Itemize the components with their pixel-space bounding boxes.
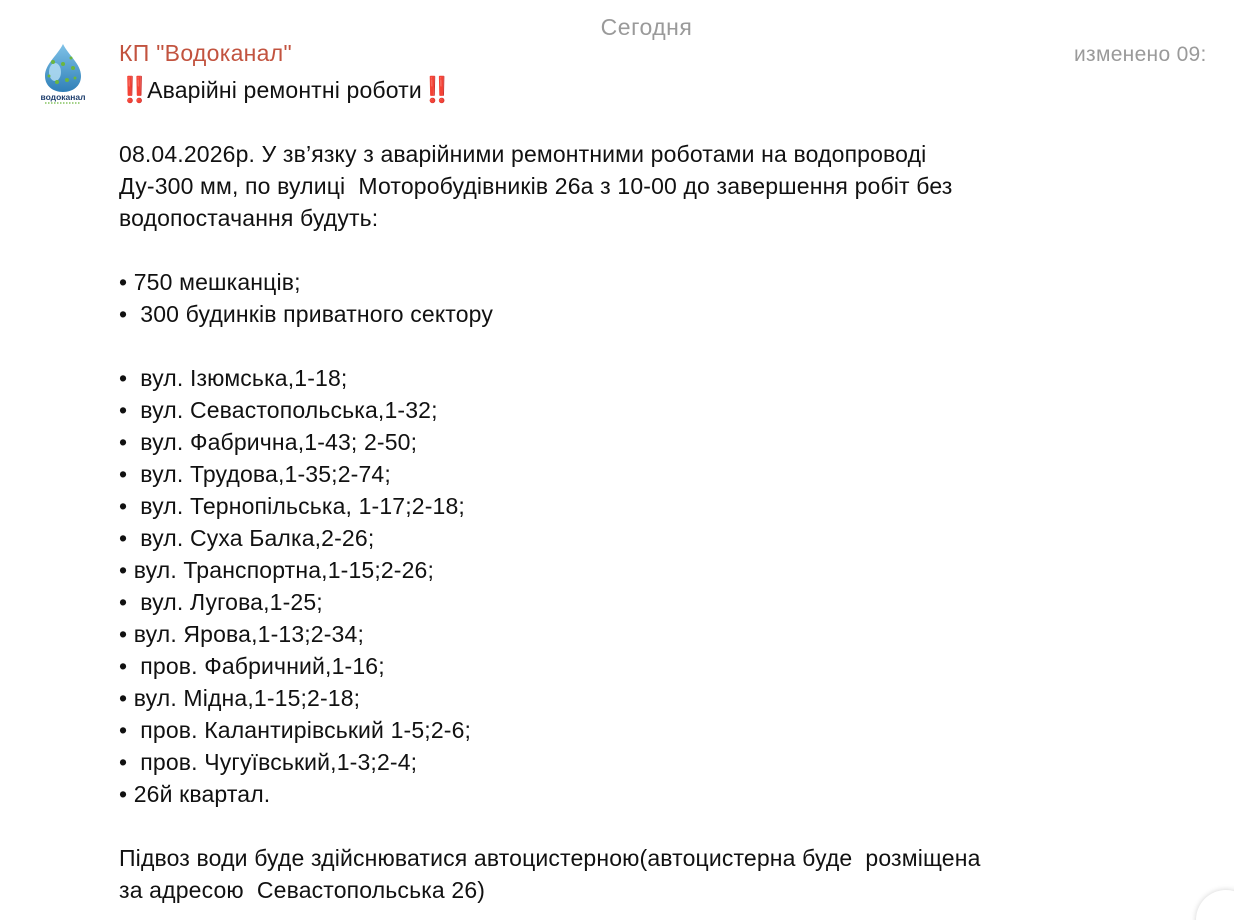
double-exclamation-icon: ‼️: [421, 76, 450, 104]
street-item: • вул. Транспортна,1-15;2-26;: [119, 557, 435, 583]
sender-name[interactable]: КП "Водоканал": [119, 40, 292, 66]
street-item: • вул. Ярова,1-13;2-34;: [119, 621, 364, 647]
street-list: [119, 362, 1179, 810]
street-item: • вул. Трудова,1-35;2-74;: [119, 461, 391, 487]
street-item: • 26й квартал.: [119, 781, 271, 807]
summary-item: • 300 будинків приватного сектору: [119, 301, 493, 327]
date-divider: Сегодня: [600, 14, 693, 40]
message-title-line: [119, 74, 1179, 106]
blank-line: [119, 234, 1179, 266]
scroll-down-button[interactable]: [1196, 890, 1234, 920]
intro-line: 08.04.2026р. У зв’язку з аварійними ремонтними роботами на водопроводі: [119, 141, 927, 167]
street-item: • вул. Тернопільська, 1-17;2-18;: [119, 493, 465, 519]
message-body: [119, 74, 1179, 906]
summary-item: • 750 мешканців;: [119, 269, 301, 295]
logo-wordmark: водоканал: [40, 92, 86, 102]
street-item: • вул. Фабрична,1-43; 2-50;: [119, 429, 418, 455]
footer-line: за адресою Севастопольська 26): [119, 877, 486, 903]
blank-line: [119, 330, 1179, 362]
summary-list: [119, 266, 1179, 330]
street-item: • пров. Калантирівський 1-5;2-6;: [119, 717, 472, 743]
street-item: • вул. Севастопольська,1-32;: [119, 397, 438, 423]
vodokanal-logo-avatar[interactable]: [31, 42, 95, 106]
footer-paragraph: [119, 842, 1179, 906]
street-item: • вул. Лугова,1-25;: [119, 589, 323, 615]
street-item: • вул. Мідна,1-15;2-18;: [119, 685, 361, 711]
street-item: • вул. Ізюмська,1-18;: [119, 365, 348, 391]
blank-line: [119, 106, 1179, 138]
double-exclamation-icon: ‼️: [119, 76, 148, 104]
footer-line: Підвоз води буде здійснюватися автоцистерною(автоцистерна буде розміщена: [119, 845, 981, 871]
water-drop-logo-icon: [31, 42, 95, 106]
intro-paragraph: [119, 138, 1179, 234]
intro-line: Ду-300 мм, по вулиці Моторобудівників 26а з 10-00 до завершення робіт без: [119, 173, 953, 199]
street-item: • пров. Фабричний,1-16;: [119, 653, 385, 679]
message-title: Аварійні ремонтні роботи: [147, 77, 422, 103]
street-item: • пров. Чугуївський,1-3;2-4;: [119, 749, 418, 775]
blank-line: [119, 810, 1179, 842]
street-item: • вул. Суха Балка,2-26;: [119, 525, 375, 551]
intro-line: водопостачання будуть:: [119, 205, 379, 231]
edited-timestamp: изменено 09:: [1074, 43, 1207, 66]
